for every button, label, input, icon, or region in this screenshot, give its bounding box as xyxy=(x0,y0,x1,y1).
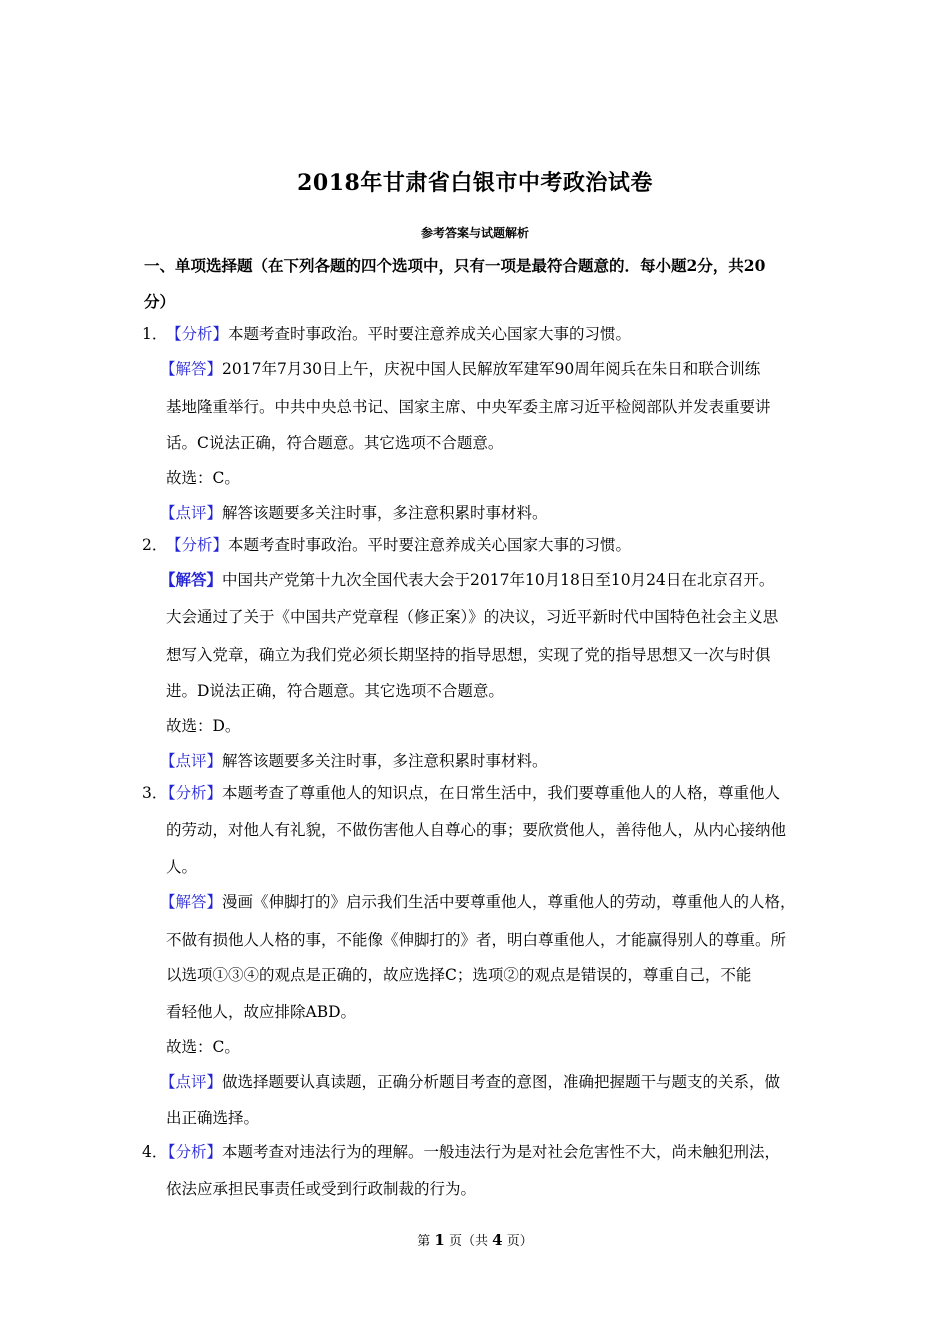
analysis-line: 人。 xyxy=(166,858,198,876)
analysis-line: 【分析】本题考查了尊重他人的知识点，在日常生活中，我们要尊重他人的人格，尊重他人 xyxy=(160,784,781,802)
answer-line: 【解答】漫画《伸脚打的》启示我们生活中要尊重他人，尊重他人的劳动，尊重他人的人格， xyxy=(160,893,796,911)
answer-tag: 【解答】 xyxy=(160,570,223,589)
answer-tag: 【解答】 xyxy=(160,893,223,911)
comment-tag: 【点评】 xyxy=(160,1073,223,1091)
answer-line: 想写入党章，确立为我们党必须长期坚持的指导思想，实现了党的指导思想又一次与时俱 xyxy=(166,646,771,664)
document-subtitle: 参考答案与试题解析 xyxy=(420,226,529,240)
answer-tag: 【解答】 xyxy=(160,360,223,378)
analysis-line: 【分析】本题考查对违法行为的理解。一般违法行为是对社会危害性不大，尚未触犯刑法， xyxy=(160,1143,781,1161)
comment-tag: 【点评】 xyxy=(160,504,223,522)
comment-line: 【点评】做选择题要认真读题，正确分析题目考查的意图，准确把握题干与题支的关系，做 xyxy=(160,1073,781,1091)
answer-line: 看轻他人，故应排除ABD。 xyxy=(166,1003,357,1021)
answer-line: 【解答】2017年7月30日上午，庆祝中国人民解放军建军90周年阅兵在朱日和联合训练 xyxy=(160,360,761,378)
answer-line: 大会通过了关于《中国共产党章程（修正案）》的决议，习近平新时代中国特色社会主义思 xyxy=(166,608,779,626)
analysis-tag: 【分析】 xyxy=(160,1143,223,1161)
question-number: 3． xyxy=(142,784,168,802)
section-heading-line-2: 分） xyxy=(144,292,176,311)
question-number: 2． xyxy=(142,536,168,554)
analysis-line: 【分析】本题考查时事政治。平时要注意养成关心国家大事的习惯。 xyxy=(166,536,632,554)
choice-line: 故选：C。 xyxy=(166,469,240,487)
answer-line: 不做有损他人人格的事，不能像《伸脚打的》者，明白尊重他人，才能赢得别人的尊重。所 xyxy=(166,931,787,949)
section-heading-line-1: 一、单项选择题（在下列各题的四个选项中，只有一项是最符合题意的．每小题2分，共20 xyxy=(144,256,766,275)
analysis-tag: 【分析】 xyxy=(160,784,223,802)
comment-line: 【点评】解答该题要多关注时事，多注意积累时事材料。 xyxy=(160,504,548,522)
answer-line: 基地隆重举行。中共中央总书记、国家主席、中央军委主席习近平检阅部队并发表重要讲 xyxy=(166,398,771,416)
question-number: 4． xyxy=(142,1143,168,1161)
page-footer: 第 1 页（共 4 页） xyxy=(417,1231,533,1249)
comment-tag: 【点评】 xyxy=(160,752,223,770)
analysis-line: 【分析】本题考查时事政治。平时要注意养成关心国家大事的习惯。 xyxy=(166,325,632,343)
comment-line: 【点评】解答该题要多关注时事，多注意积累时事材料。 xyxy=(160,752,548,770)
question-number: 1． xyxy=(142,325,168,343)
comment-line: 出正确选择。 xyxy=(166,1109,260,1127)
answer-line: 【解答】中国共产党第十九次全国代表大会于2017年10月18日至10月24日在北京召开。 xyxy=(160,570,775,589)
document-title: 2018年甘肃省白银市中考政治试卷 xyxy=(297,170,653,196)
choice-line: 故选：C。 xyxy=(166,1038,240,1056)
answer-line: 进。D说法正确，符合题意。其它选项不合题意。 xyxy=(166,682,504,700)
answer-line: 以选项①③④的观点是正确的，故应选择C；选项②的观点是错误的，尊重自己，不能 xyxy=(166,966,752,984)
answer-line: 话。C说法正确，符合题意。其它选项不合题意。 xyxy=(166,434,504,452)
choice-line: 故选：D。 xyxy=(166,717,241,735)
analysis-tag: 【分析】 xyxy=(166,325,229,343)
analysis-line: 依法应承担民事责任或受到行政制裁的行为。 xyxy=(166,1180,477,1198)
page-total: 4 xyxy=(492,1231,503,1249)
analysis-tag: 【分析】 xyxy=(166,536,229,554)
analysis-line: 的劳动，对他人有礼貌，不做伤害他人自尊心的事；要欣赏他人，善待他人，从内心接纳他 xyxy=(166,821,787,839)
page-number: 1 xyxy=(434,1231,445,1249)
